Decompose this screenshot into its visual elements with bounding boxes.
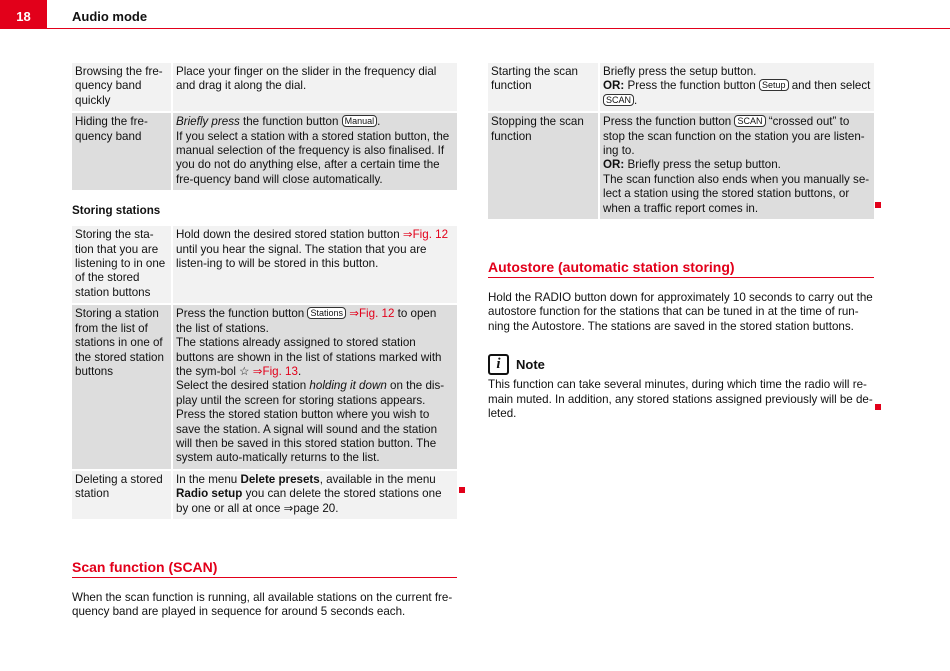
scan-paragraph: When the scan function is running, all available stations on the current fre-quency band are played in sequence for around 5 seconds each. <box>72 590 453 619</box>
row-text <box>600 63 874 111</box>
table-row <box>72 63 457 111</box>
row-label: Hiding the fre-quency band <box>72 111 173 190</box>
page-number: 18 <box>0 0 47 29</box>
page-title: Audio mode <box>72 9 148 24</box>
right-column <box>488 63 874 422</box>
star-icon: ☆ <box>239 364 250 378</box>
italic-text: holding it down <box>309 379 387 393</box>
table-row <box>72 111 457 190</box>
table-row <box>72 226 457 303</box>
row-text <box>173 303 457 468</box>
row-text <box>600 111 874 219</box>
text: Briefly press the setup button. <box>624 158 781 172</box>
text: If you select a station with a stored station button, the manual selection of the frequency is also finalised. If you do not do anything else, after a certain time the fre-quency band will close automatically. <box>176 129 450 186</box>
text: , available in the menu <box>319 472 436 486</box>
figure-reference[interactable]: ⇒Fig. 12 <box>349 307 395 321</box>
text: Hold down the desired stored station button <box>176 228 403 242</box>
row-text: Place your finger on the slider in the frequency dial and drag it along the dial. <box>173 63 457 111</box>
text: the function button <box>239 115 342 129</box>
row-label: Stopping the scan function <box>488 111 600 219</box>
text: . <box>297 364 302 378</box>
row-label: Starting the scan function <box>488 63 600 111</box>
or-label: OR: <box>603 158 625 172</box>
setup-button-label: Setup <box>759 79 789 91</box>
header-rule <box>0 28 950 29</box>
left-column <box>72 63 457 620</box>
text: Select the desired station <box>176 379 310 393</box>
table-row <box>72 469 457 519</box>
end-marker-icon <box>875 404 881 410</box>
text: Press the function button <box>624 79 759 93</box>
text: Press the function button <box>603 115 735 129</box>
row-text <box>173 469 457 519</box>
row-label: Storing the sta-tion that you are listening to in one of the stored station buttons <box>72 226 173 303</box>
or-label: OR: <box>603 79 625 93</box>
storing-stations-heading: Storing stations <box>72 204 161 218</box>
info-icon: i <box>488 354 509 375</box>
table-row <box>72 303 457 468</box>
text: Press the stored station button where you wish to save the station. A signal will sound and the station will then be saved in this stored station button. The system auto-matically returns to the list. <box>176 408 438 465</box>
figure-reference[interactable]: ⇒Fig. 12 <box>402 228 449 242</box>
row-label: Browsing the fre-quency band quickly <box>72 63 173 111</box>
note-label: Note <box>516 357 545 373</box>
scan-button-label: SCAN <box>603 94 634 106</box>
note-header <box>488 354 874 375</box>
manual-button-label: Manual <box>342 115 378 127</box>
end-marker-icon <box>459 487 465 493</box>
table-row <box>488 111 874 219</box>
scan-section-title: Scan function (SCAN) <box>72 559 457 578</box>
text: The scan function also ends when you manually se-lect a station using the stored station buttons, or when a traffic report comes in. <box>603 172 870 215</box>
autostore-section-title: Autostore (automatic station storing) <box>488 259 874 278</box>
scan-button-label: SCAN <box>734 115 765 127</box>
text: on the dis-play until the screen for storing stations appears. <box>176 379 445 407</box>
autostore-paragraph: Hold the RADIO button down for approximately 10 seconds to carry out the autostore function for the stations that can be tuned in at the time of run-ning the Autostore. The stations are saved in the stored station buttons. <box>488 291 873 333</box>
scan-table <box>488 63 874 219</box>
note-text: This function can take several minutes, during which time the radio will re-main muted. In addition, any stored stations assigned previously will be de-leted. <box>488 378 873 421</box>
row-label: Storing a station from the list of stations in one of the stored station buttons <box>72 303 173 468</box>
row-text <box>173 226 457 303</box>
end-marker-icon <box>875 202 881 208</box>
text: until you hear the signal. The station that you are listen-ing to will be stored in this button. <box>176 242 427 271</box>
menu-name: Delete presets <box>240 472 320 486</box>
table-row <box>488 63 874 111</box>
stations-button-label: Stations <box>307 307 346 319</box>
menu-name: Radio setup <box>176 487 243 501</box>
text: you can delete the stored stations one by one or all at once ⇒page 20. <box>176 487 442 515</box>
text: Press the function button <box>176 307 308 321</box>
text: In the menu <box>176 472 241 486</box>
text: to open the list of stations. <box>176 307 437 335</box>
text: Briefly press the setup button. <box>603 65 757 78</box>
row-text <box>173 111 457 190</box>
text: “crossed out” to stop the scan function on the station you are listen-ing to. <box>603 115 865 158</box>
text: . <box>634 93 638 107</box>
text: . <box>377 115 381 129</box>
storing-table <box>72 226 457 519</box>
italic-text: Briefly press <box>176 115 240 129</box>
text: The stations already assigned to stored station buttons are shown in the list of stations marked with the sym-bol <box>176 336 442 378</box>
figure-reference[interactable]: ⇒Fig. 13 <box>252 364 298 378</box>
row-label: Deleting a stored station <box>72 469 173 519</box>
text: and then select <box>788 79 871 93</box>
frequency-table <box>72 63 457 190</box>
